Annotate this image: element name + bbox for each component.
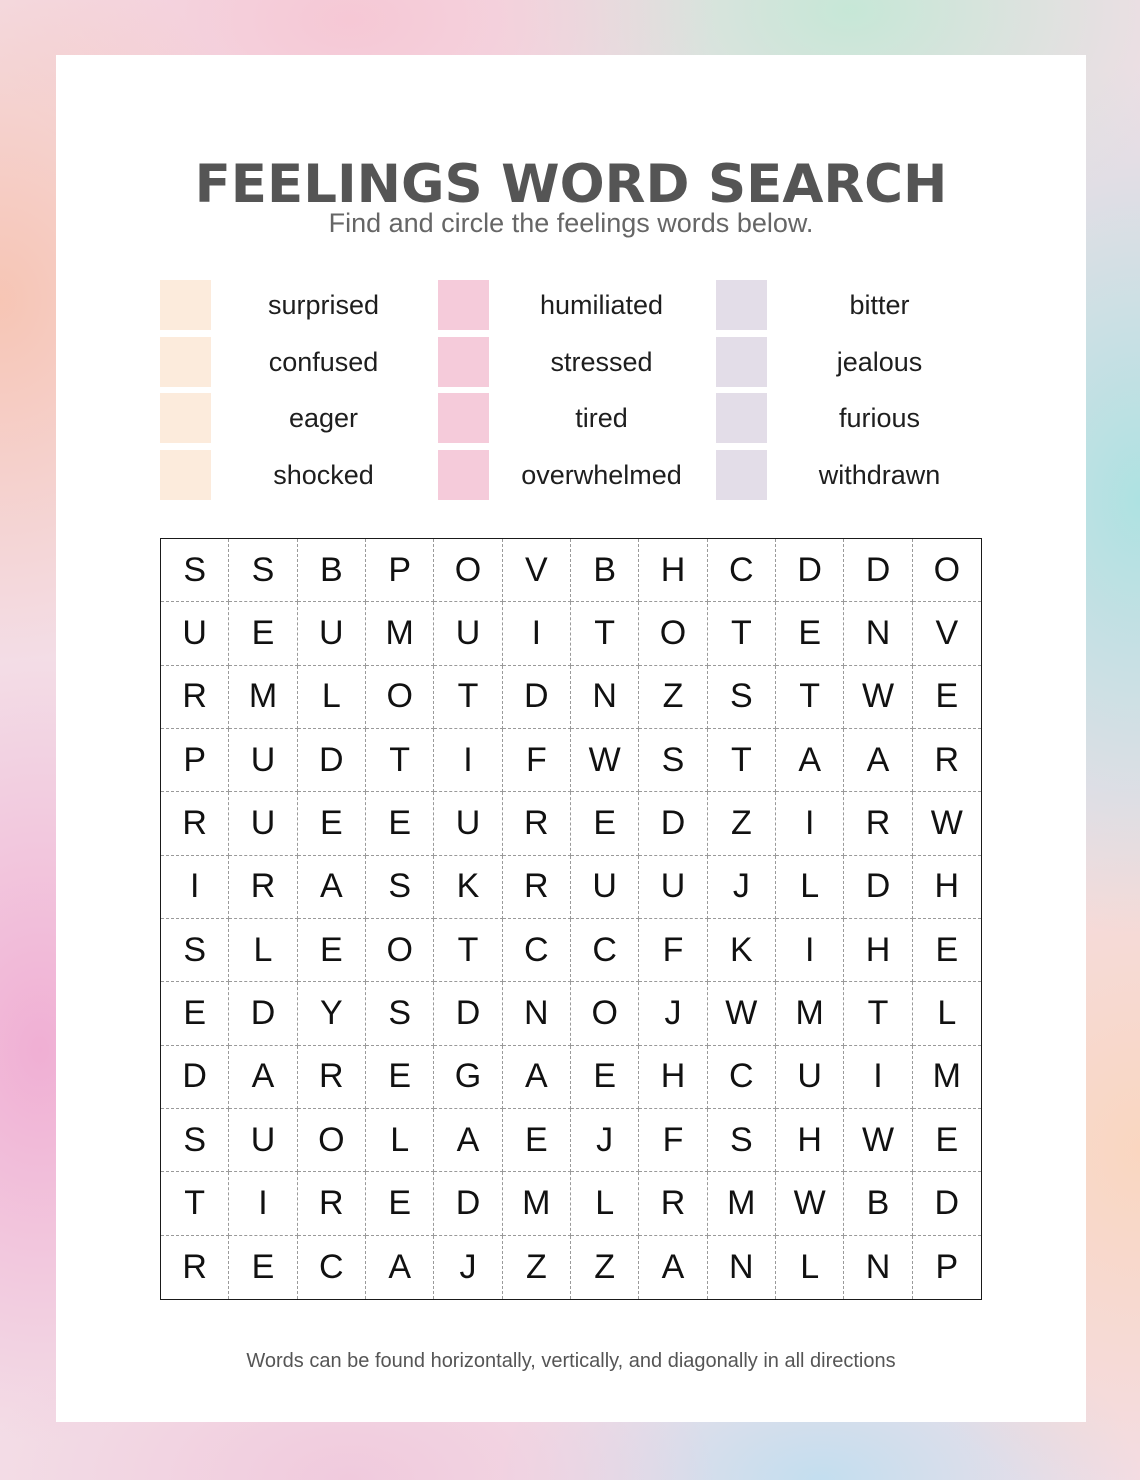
grid-cell[interactable]: O	[639, 602, 707, 665]
grid-cell[interactable]: B	[844, 1172, 912, 1235]
grid-cell[interactable]: O	[571, 982, 639, 1045]
grid-cell[interactable]: T	[366, 729, 434, 792]
grid-cell[interactable]: F	[503, 729, 571, 792]
grid-cell[interactable]: E	[298, 792, 366, 855]
grid-cell[interactable]: O	[434, 539, 502, 602]
grid-cell[interactable]: I	[229, 1172, 297, 1235]
grid-cell[interactable]: E	[913, 1109, 981, 1172]
grid-cell[interactable]: L	[366, 1109, 434, 1172]
grid-cell[interactable]: R	[161, 666, 229, 729]
word-label: jealous	[836, 346, 923, 377]
grid-cell[interactable]: D	[161, 1046, 229, 1109]
grid-cell[interactable]: R	[503, 792, 571, 855]
grid-cell[interactable]: C	[298, 1236, 366, 1299]
grid-cell[interactable]: S	[161, 539, 229, 602]
grid-cell[interactable]: R	[503, 856, 571, 919]
grid-cell[interactable]: M	[503, 1172, 571, 1235]
grid-cell[interactable]: A	[298, 856, 366, 919]
grid-cell[interactable]: D	[298, 729, 366, 792]
word-item	[438, 280, 718, 337]
grid-cell[interactable]: L	[776, 856, 844, 919]
grid-cell[interactable]: L	[298, 666, 366, 729]
grid-cell[interactable]: D	[844, 539, 912, 602]
grid-cell[interactable]: I	[776, 919, 844, 982]
grid-cell[interactable]: H	[776, 1109, 844, 1172]
word-label: stressed	[550, 346, 653, 377]
grid-cell[interactable]: B	[571, 539, 639, 602]
word-label: confused	[268, 346, 379, 377]
grid-cell[interactable]: R	[844, 792, 912, 855]
word-label: eager	[288, 403, 359, 433]
grid-cell[interactable]: U	[571, 856, 639, 919]
grid-cell[interactable]: A	[776, 729, 844, 792]
color-swatch	[716, 337, 767, 387]
word-column-2	[438, 280, 718, 506]
grid-cell[interactable]: E	[161, 982, 229, 1045]
grid-cell[interactable]: M	[913, 1046, 981, 1109]
word-item	[160, 450, 440, 507]
word-label: overwhelmed	[521, 459, 682, 490]
word-item	[438, 393, 718, 450]
grid-cell[interactable]: M	[366, 602, 434, 665]
grid-cell[interactable]: D	[913, 1172, 981, 1235]
grid-cell[interactable]: F	[639, 919, 707, 982]
word-label: humiliated	[539, 290, 664, 320]
grid-cell[interactable]: Y	[298, 982, 366, 1045]
grid-cell[interactable]: U	[161, 602, 229, 665]
grid-cell[interactable]: H	[639, 1046, 707, 1109]
color-swatch	[438, 450, 489, 500]
grid-cell[interactable]: L	[776, 1236, 844, 1299]
grid-cell[interactable]: S	[229, 539, 297, 602]
grid-cell[interactable]: U	[229, 729, 297, 792]
word-label: surprised	[267, 290, 380, 320]
grid-cell[interactable]: N	[503, 982, 571, 1045]
grid-cell[interactable]: E	[503, 1109, 571, 1172]
grid-cell[interactable]: O	[366, 919, 434, 982]
grid-cell[interactable]: R	[161, 792, 229, 855]
grid-cell[interactable]: L	[571, 1172, 639, 1235]
color-swatch	[160, 280, 211, 330]
grid-cell[interactable]: R	[298, 1046, 366, 1109]
grid-cell[interactable]: N	[708, 1236, 776, 1299]
word-item	[160, 393, 440, 450]
grid-cell[interactable]: J	[639, 982, 707, 1045]
grid-cell[interactable]: U	[639, 856, 707, 919]
grid-cell[interactable]: A	[844, 729, 912, 792]
grid-cell[interactable]: N	[844, 602, 912, 665]
color-swatch	[160, 450, 211, 500]
grid-cell[interactable]: T	[708, 729, 776, 792]
grid-cell[interactable]: E	[298, 919, 366, 982]
grid-cell[interactable]: W	[708, 982, 776, 1045]
grid-cell[interactable]: S	[708, 666, 776, 729]
grid-cell[interactable]: T	[776, 666, 844, 729]
grid-cell[interactable]: J	[571, 1109, 639, 1172]
grid-cell[interactable]: T	[571, 602, 639, 665]
grid-cell[interactable]: J	[434, 1236, 502, 1299]
grid-cell[interactable]: I	[503, 602, 571, 665]
grid-cell[interactable]: T	[161, 1172, 229, 1235]
grid-cell[interactable]: Z	[571, 1236, 639, 1299]
letter-grid	[160, 538, 982, 1300]
word-item	[716, 337, 996, 394]
grid-cell[interactable]: C	[708, 1046, 776, 1109]
grid-cell[interactable]: S	[161, 919, 229, 982]
color-swatch	[160, 393, 211, 443]
worksheet-card	[56, 55, 1086, 1422]
grid-cell[interactable]: F	[639, 1109, 707, 1172]
word-item	[160, 337, 440, 394]
grid-cell[interactable]: D	[503, 666, 571, 729]
grid-cell[interactable]: D	[844, 856, 912, 919]
word-column-3	[716, 280, 996, 506]
grid-cell[interactable]: G	[434, 1046, 502, 1109]
word-item	[438, 337, 718, 394]
footer-note: Words can be found horizontally, vertically, and diagonally in all directions	[246, 1350, 896, 1372]
grid-cell[interactable]: S	[708, 1109, 776, 1172]
grid-cell[interactable]: T	[434, 919, 502, 982]
grid-cell[interactable]: R	[298, 1172, 366, 1235]
grid-cell[interactable]: V	[503, 539, 571, 602]
grid-cell[interactable]: E	[229, 1236, 297, 1299]
grid-cell[interactable]: U	[434, 602, 502, 665]
word-label: shocked	[273, 459, 374, 490]
grid-cell[interactable]: R	[161, 1236, 229, 1299]
word-item	[716, 280, 996, 337]
word-label: withdrawn	[818, 459, 941, 490]
grid-cell[interactable]: E	[571, 792, 639, 855]
grid-cell[interactable]: D	[434, 1172, 502, 1235]
color-swatch	[716, 280, 767, 330]
grid-cell[interactable]: I	[434, 729, 502, 792]
grid-cell[interactable]: P	[366, 539, 434, 602]
grid-cell[interactable]: O	[366, 666, 434, 729]
grid-cell[interactable]: O	[298, 1109, 366, 1172]
grid-cell[interactable]: Z	[639, 666, 707, 729]
grid-cell[interactable]: I	[161, 856, 229, 919]
grid-cell[interactable]: R	[229, 856, 297, 919]
grid-cell[interactable]: T	[434, 666, 502, 729]
grid-cell[interactable]: S	[366, 856, 434, 919]
color-swatch	[438, 280, 489, 330]
color-swatch	[160, 337, 211, 387]
grid-cell[interactable]: S	[366, 982, 434, 1045]
grid-cell[interactable]: D	[639, 792, 707, 855]
word-item	[438, 450, 718, 507]
grid-cell[interactable]: E	[776, 602, 844, 665]
grid-cell[interactable]: D	[229, 982, 297, 1045]
grid-cell[interactable]: E	[913, 919, 981, 982]
grid-cell[interactable]: Z	[708, 792, 776, 855]
color-swatch	[438, 393, 489, 443]
grid-cell[interactable]: N	[571, 666, 639, 729]
word-label: bitter	[849, 290, 910, 320]
grid-cell[interactable]: B	[298, 539, 366, 602]
word-label: tired	[575, 403, 628, 433]
grid-cell[interactable]: K	[708, 919, 776, 982]
grid-cell[interactable]: C	[503, 919, 571, 982]
grid-cell[interactable]: S	[161, 1109, 229, 1172]
grid-cell[interactable]: L	[913, 982, 981, 1045]
grid-cell[interactable]: E	[229, 602, 297, 665]
grid-cell[interactable]: M	[708, 1172, 776, 1235]
page-title: FEELINGS WORD SEARCH	[194, 154, 948, 215]
grid-cell[interactable]: H	[913, 856, 981, 919]
grid-cell[interactable]: K	[434, 856, 502, 919]
grid-cell[interactable]: H	[639, 539, 707, 602]
grid-cell[interactable]: P	[161, 729, 229, 792]
grid-cell[interactable]: E	[366, 792, 434, 855]
grid-cell[interactable]: A	[366, 1236, 434, 1299]
grid-cell[interactable]: E	[366, 1172, 434, 1235]
grid-cell[interactable]: W	[844, 666, 912, 729]
grid-cell[interactable]: C	[708, 539, 776, 602]
grid-cell[interactable]: M	[229, 666, 297, 729]
grid-cell[interactable]: E	[571, 1046, 639, 1109]
word-column-1	[160, 280, 440, 506]
grid-cell[interactable]: I	[844, 1046, 912, 1109]
grid-cell[interactable]: U	[434, 792, 502, 855]
grid-cell[interactable]: T	[844, 982, 912, 1045]
word-item	[160, 280, 440, 337]
grid-cell[interactable]: U	[229, 1109, 297, 1172]
grid-cell[interactable]: W	[571, 729, 639, 792]
grid-cell[interactable]: H	[844, 919, 912, 982]
instructions: Find and circle the feelings words below.	[328, 208, 814, 238]
word-label: furious	[838, 403, 921, 433]
grid-cell[interactable]: U	[776, 1046, 844, 1109]
word-list	[160, 280, 990, 500]
grid-cell[interactable]: E	[913, 666, 981, 729]
grid-cell[interactable]: U	[298, 602, 366, 665]
grid-cell[interactable]: J	[708, 856, 776, 919]
grid-cell[interactable]: P	[935, 1247, 959, 1286]
color-swatch	[438, 337, 489, 387]
color-swatch	[716, 393, 767, 443]
grid-cell[interactable]: Z	[503, 1236, 571, 1299]
color-swatch	[716, 450, 767, 500]
grid-cell[interactable]: A	[639, 1236, 707, 1299]
grid-cell[interactable]: W	[776, 1172, 844, 1235]
word-item	[716, 450, 996, 507]
grid-cell[interactable]: T	[708, 602, 776, 665]
word-item	[716, 393, 996, 450]
grid-cell[interactable]: M	[776, 982, 844, 1045]
grid-cell[interactable]: U	[229, 792, 297, 855]
grid-cell[interactable]: D	[434, 982, 502, 1045]
grid-cell[interactable]: D	[776, 539, 844, 602]
grid-cell[interactable]: R	[639, 1172, 707, 1235]
grid-cell[interactable]: C	[571, 919, 639, 982]
grid-cell[interactable]: N	[844, 1236, 912, 1299]
grid-cell[interactable]: W	[913, 792, 981, 855]
grid-cell[interactable]: S	[639, 729, 707, 792]
grid-cell[interactable]: E	[366, 1046, 434, 1109]
grid-cell[interactable]: L	[229, 919, 297, 982]
grid-cell[interactable]: V	[913, 602, 981, 665]
grid-cell[interactable]: O	[913, 539, 981, 602]
grid-cell[interactable]: A	[503, 1046, 571, 1109]
grid-cell[interactable]: A	[229, 1046, 297, 1109]
grid-cell[interactable]: I	[776, 792, 844, 855]
grid-cell[interactable]: R	[913, 729, 981, 792]
grid-cell[interactable]: A	[434, 1109, 502, 1172]
grid-cell[interactable]: W	[844, 1109, 912, 1172]
